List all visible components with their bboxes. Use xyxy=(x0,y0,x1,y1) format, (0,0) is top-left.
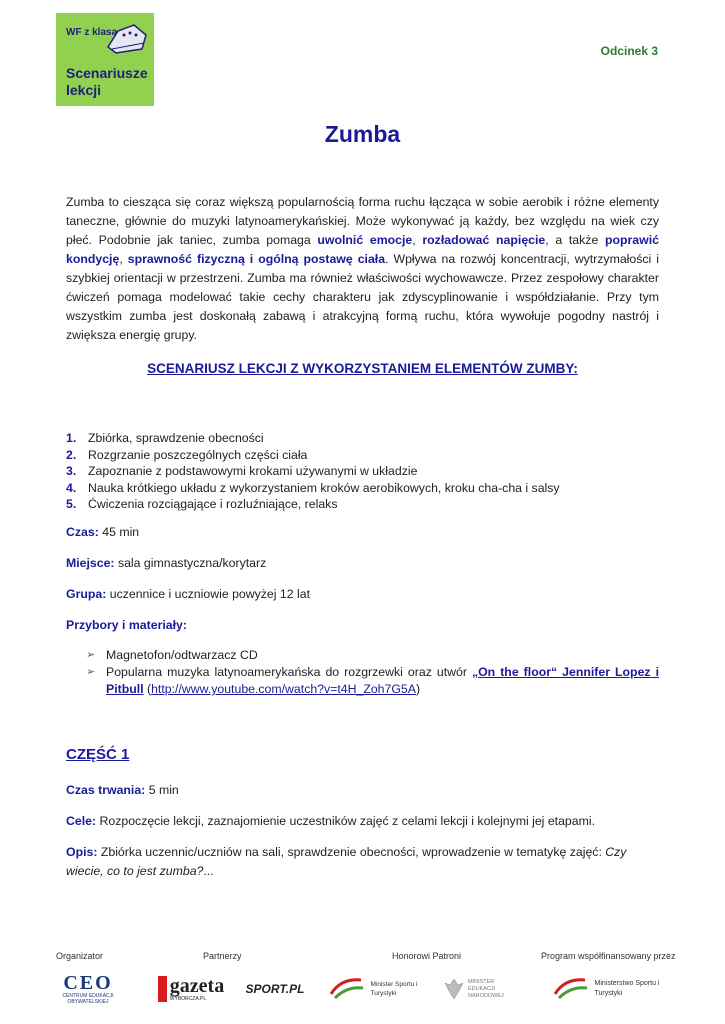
arrow-bullet-icon: ➢ xyxy=(86,649,96,661)
intro-text: , xyxy=(412,233,423,247)
ceo-logo-subtext: CENTRUM EDUKACJI OBYWATELSKIEJ xyxy=(62,993,114,1005)
field-label: Czas trwania: xyxy=(66,783,146,797)
field-value: sala gimnastyczna/korytarz xyxy=(114,556,267,570)
footer-partners-label: Partnerzy xyxy=(203,951,242,961)
series-logo xyxy=(56,13,154,106)
page-title: Zumba xyxy=(324,121,401,147)
list-item xyxy=(86,647,659,664)
sportpl-logo-text: SPORT.PL xyxy=(245,982,305,996)
field-label: Czas: xyxy=(66,525,99,539)
field-label: Opis: xyxy=(66,845,98,859)
part-heading: CZĘŚĆ 1 xyxy=(66,746,130,763)
field-value: ... xyxy=(203,864,214,878)
field-label: Cele: xyxy=(66,814,97,828)
gazeta-logo-text: gazeta xyxy=(169,975,225,997)
ministry-sport-logo xyxy=(545,972,670,1006)
gazeta-wordmark xyxy=(170,976,224,1002)
sportpl-logo xyxy=(240,972,310,1006)
duration-field xyxy=(66,781,659,800)
field-value: Rozpoczęcie lekcji, zaznajomienie uczestników zajęć z celami lekcji i kolejnymi jej etapami. xyxy=(96,814,595,828)
goals-field xyxy=(66,812,659,831)
field-label: Grupa: xyxy=(66,587,107,601)
list-item xyxy=(86,664,659,698)
ministry-sport-text: Ministerstwo Sportu i Turystyki xyxy=(594,980,660,997)
sneaker-icon xyxy=(104,21,150,57)
field-value: 5 min xyxy=(145,783,179,797)
logo-main-text: Scenariusze lekcji xyxy=(66,65,148,98)
minister-edu-logo xyxy=(443,972,515,1006)
ribbon-icon xyxy=(551,974,591,1004)
gazeta-logo xyxy=(156,972,226,1006)
description-field xyxy=(66,843,659,881)
footer-cofinanced-label: Program współfinansowany przez xyxy=(541,951,676,961)
item-text: Ćwiczenia rozciągające i rozluźniające, relaks xyxy=(88,497,338,511)
item-text: Rozgrzanie poszczególnych części ciała xyxy=(88,447,308,462)
gazeta-red-bar xyxy=(158,976,167,1002)
list-item xyxy=(66,463,659,480)
item-number: 1. xyxy=(66,431,77,445)
item-text: Zapoznanie z podstawowymi krokami używanymi w układzie xyxy=(88,464,418,478)
intro-text: . Wpływa na rozwój koncentracji, wytrzymałości i szybkiej orientacji w przestrzeni. Zumba ma również właściwości wychowawcze. Przez zespołowy charakter ćwiczeń pomaga modelować takie cechy charakteru jak zdyscyplinowanie i współdziałanie. Przy tym wszystkim zumba jest doskonałą zabawą i atrakcyjną formą ruchu, która wywołuje pogodny nastrój i zwiększa energię grupy. xyxy=(66,252,659,342)
item-text-part: Popularna muzyka latynoamerykańska do rozgrzewki oraz utwór xyxy=(106,665,472,679)
intro-paragraph xyxy=(66,193,659,345)
footer-patrons-label: Honorowi Patroni xyxy=(392,951,462,961)
intro-highlight: sprawność fizyczną i ogólną postawę ciała xyxy=(127,252,386,266)
field-value: uczennice i uczniowie powyżej 12 lat xyxy=(106,587,311,601)
item-text: Magnetofon/odtwarzacz CD xyxy=(106,648,258,662)
intro-text: , xyxy=(119,252,128,266)
item-text xyxy=(106,664,659,698)
field-value-italic: Czy wiecie, co to jest zumba? xyxy=(66,845,627,878)
intro-text: Zumba to ciesząca się coraz większą popularnością forma ruchu łącząca w sobie aerobik i różne elementy taneczne, głównie do muzyki latynoamerykańskiej. Może wykonywać ją każdy, bez względu na wiek czy płeć. Podobnie jak taniec, zumba pomaga xyxy=(66,195,659,247)
intro-highlight: rozładować napięcie xyxy=(422,233,546,247)
item-number: 3. xyxy=(66,464,77,478)
materials-list xyxy=(86,647,659,698)
minister-edu-text: MINISTER EDUKACJI NARODOWEJ xyxy=(468,978,504,999)
item-text-part: ( xyxy=(143,682,152,696)
materials-field xyxy=(66,616,659,635)
field-value: 45 min xyxy=(98,525,140,539)
time-field xyxy=(66,523,659,542)
steps-list xyxy=(66,430,659,513)
episode-label: Odcinek 3 xyxy=(600,44,658,58)
list-item xyxy=(66,480,659,497)
list-item xyxy=(66,496,659,513)
field-label: Przybory i materiały: xyxy=(66,618,187,632)
group-field xyxy=(66,585,659,604)
intro-text: , a także xyxy=(545,233,605,247)
intro-highlight: uwolnić emocje xyxy=(317,233,413,247)
footer-organizer-label: Organizator xyxy=(56,951,104,961)
item-text: Zbiórka, sprawdzenie obecności xyxy=(88,431,264,445)
song-link[interactable]: „On the floor“ Jennifer Lopez i Pitbull xyxy=(106,665,659,696)
field-label: Miejsce: xyxy=(66,556,115,570)
item-text-part: ) xyxy=(415,682,421,696)
item-number: 5. xyxy=(66,497,77,511)
item-text: Nauka krótkiego układu z wykorzystaniem kroków aerobikowych, kroku cha-cha i salsy xyxy=(88,480,560,495)
minister-sport-text: Minister Sportu i Turystyki xyxy=(370,981,418,997)
intro-highlight: poprawić kondycję xyxy=(66,233,659,266)
list-item xyxy=(66,430,659,447)
logo-top-text: WF z klasą xyxy=(66,27,118,38)
ribbon-icon xyxy=(327,974,367,1004)
scenario-heading: SCENARIUSZ LEKCJI Z WYKORZYSTANIEM ELEMENTÓW ZUMBY: xyxy=(147,361,578,376)
ceo-logo xyxy=(52,972,124,1006)
arrow-bullet-icon: ➢ xyxy=(86,666,96,678)
list-item xyxy=(66,447,659,464)
item-number: 2. xyxy=(66,447,77,462)
minister-sport-logo xyxy=(322,972,437,1006)
youtube-link[interactable]: http://www.youtube.com/watch?v=t4H_Zoh7G5A xyxy=(151,682,416,696)
field-value: Zbiórka uczennic/uczniów na sali, sprawdzenie obecności, wprowadzenie w tematykę zajęć: xyxy=(97,845,606,859)
ceo-logo-text: CEO xyxy=(63,972,113,994)
gazeta-logo-subtext: WYBORCZA.PL xyxy=(169,996,207,1002)
item-number: 4. xyxy=(66,480,77,495)
eagle-emblem-icon xyxy=(444,977,464,1001)
place-field xyxy=(66,554,659,573)
